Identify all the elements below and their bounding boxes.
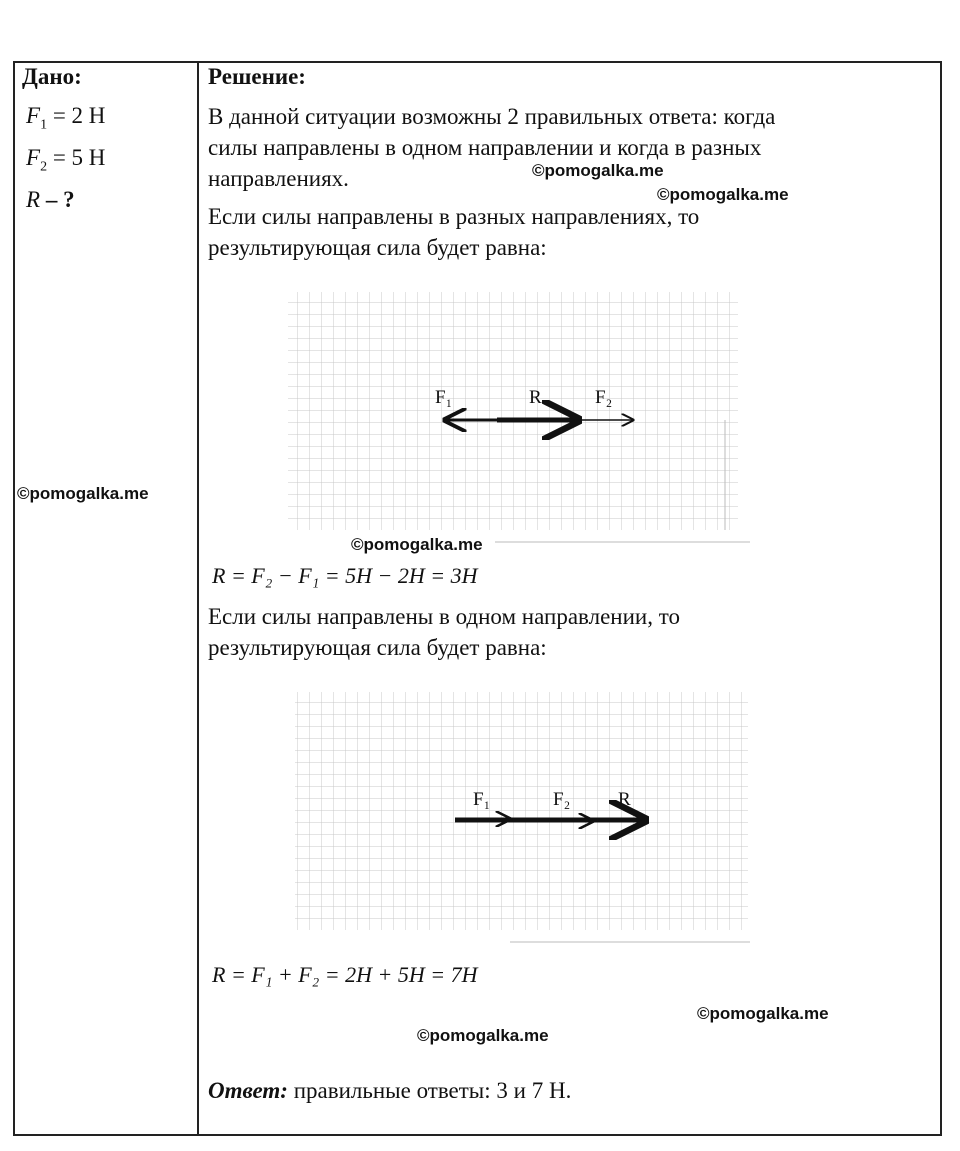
f1-subscript: 1	[40, 117, 48, 133]
intro-line-1: В данной ситуации возможны 2 правильных ответа: когда	[208, 104, 776, 129]
formula-case1: R = F₂ − F₁ = 5H − 2H = 3H	[212, 563, 478, 588]
answer-text: правильные ответы: 3 и 7 Н.	[287, 1078, 572, 1103]
label-f1: F₁	[473, 789, 491, 810]
f2-subscript: 2	[40, 159, 48, 175]
unknown-symbol: R	[26, 187, 41, 212]
given-header: Дано:	[22, 64, 82, 89]
case1-line-2: результирующая сила будет равна:	[208, 235, 547, 260]
case1-text	[208, 201, 699, 263]
label-f2: F₂	[595, 387, 613, 408]
f1-value: = 2 Н	[52, 103, 106, 128]
given-f1	[26, 103, 105, 134]
case2-line-1: Если силы направлены в одном направлении, то	[208, 604, 680, 629]
label-f2: F₂	[553, 789, 571, 810]
f2-symbol: F	[26, 145, 41, 170]
label-f1: F₁	[435, 387, 453, 408]
formula-case2: R = F₁ + F₂ = 2H + 5H = 7H	[212, 962, 478, 987]
case2-line-2: результирующая сила будет равна:	[208, 635, 547, 660]
unknown-suffix: – ?	[45, 187, 75, 212]
watermark-bottom: ©pomogalka.me	[417, 1026, 549, 1045]
diagram-opposite-forces	[285, 290, 755, 546]
intro-line-2: силы направлены в одном направлении и когда в разных	[208, 135, 762, 160]
answer-label: Ответ:	[208, 1078, 288, 1103]
solution-intro	[208, 101, 775, 194]
label-r: R	[529, 387, 542, 408]
watermark-mid: ©pomogalka.me	[351, 535, 483, 554]
label-r: R	[618, 789, 631, 810]
diagram-same-direction-forces	[285, 690, 755, 946]
solution-header: Решение:	[208, 64, 306, 89]
watermark-left: ©pomogalka.me	[17, 484, 149, 503]
given-f2	[26, 145, 105, 176]
watermark-top-1: ©pomogalka.me	[532, 161, 664, 180]
intro-line-3: направлениях.	[208, 166, 349, 191]
watermark-bottom-right: ©pomogalka.me	[697, 1004, 829, 1023]
f2-value: = 5 Н	[52, 145, 106, 170]
f1-symbol: F	[26, 103, 41, 128]
grid-background-2	[295, 692, 748, 930]
given-unknown	[26, 187, 75, 213]
case2-text	[208, 601, 680, 663]
column-divider	[197, 61, 199, 1136]
case1-line-1: Если силы направлены в разных направлениях, то	[208, 204, 700, 229]
watermark-top-2: ©pomogalka.me	[657, 185, 789, 204]
grid-background-1	[288, 292, 738, 530]
answer-line	[208, 1078, 571, 1104]
